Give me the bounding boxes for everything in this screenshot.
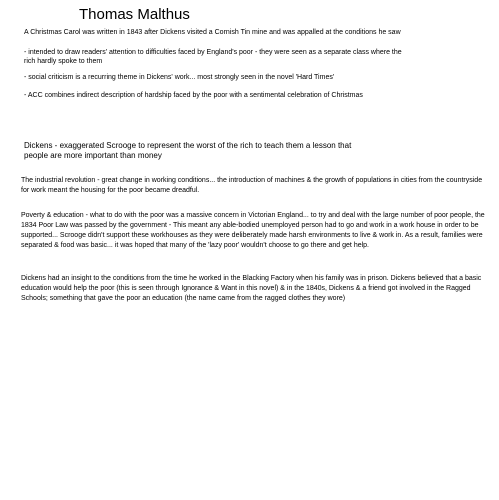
paragraph-industrial-revolution: The industrial revolution - great change in working conditions... the introduction of machines & the growth of populations in cities from the countryside for work meant the housing for the poor became dreadful. [21, 177, 483, 194]
paragraph-poverty-education: Poverty & education - what to do with the poor was a massive concern in Victorian England... to try and deal with the large number of poor people, the 1834 Poor Law was passed by the government - This meant any able-bodied unemployed person had to go and work in a work house in order to be supported... Scrooge didn't support these workhouses as they were deliberately made harsh environments to live & work in. As a result, families were separated & food was basic... it was hoped that many of the 'lazy poor' wouldn't choose to go there and get help. [21, 212, 485, 249]
note-readers-attention: - intended to draw readers' attention to difficulties faced by England's poor - they were seen as a separate class where the rich hardly spoke to them [24, 49, 402, 65]
note-scrooge-exaggerated: Dickens - exaggerated Scrooge to represent the worst of the rich to teach them a lesson that people are more important than money [24, 141, 352, 160]
note-christmas-carol-origin: A Christmas Carol was written in 1843 after Dickens visited a Cornish Tin mine and was appalled at the conditions he saw [24, 29, 401, 36]
page-title: Thomas Malthus [79, 6, 190, 23]
note-acc-hardship: - ACC combines indirect description of hardship faced by the poor with a sentimental celebration of Christmas [24, 92, 363, 99]
note-social-criticism: - social criticism is a recurring theme in Dickens' work... most strongly seen in the novel 'Hard Times' [24, 74, 335, 81]
paragraph-blacking-factory: Dickens had an insight to the conditions from the time he worked in the Blacking Factory when his family was in prison. Dickens believed that a basic education would help the poor (this is seen through Ignorance & Want in this novel) & in the 1840s, Dickens & a friend got involved in the Ragged Schools; something that gave the poor an education (the name came from the ragged clothes they wore) [21, 275, 482, 302]
